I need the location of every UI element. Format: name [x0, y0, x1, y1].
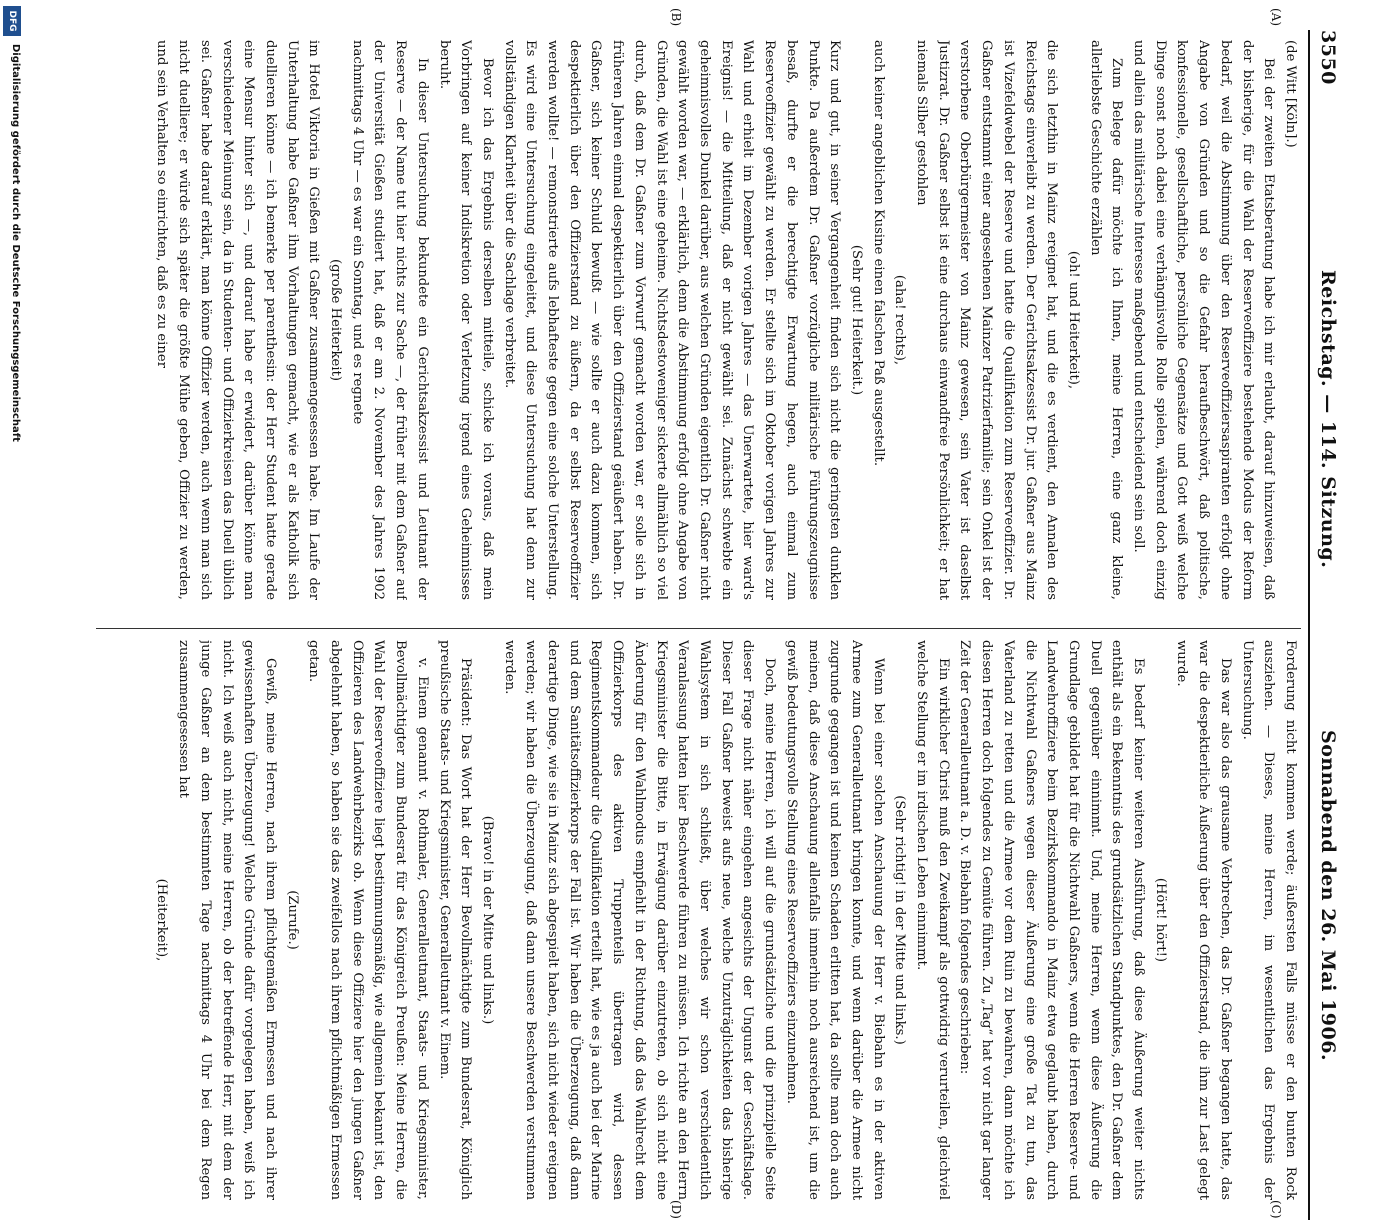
interjection: (Hört! hört!) [1152, 877, 1168, 963]
interjection: (Heiterkeit), [154, 878, 170, 962]
margin-marker-d: (D) [669, 1200, 683, 1219]
header-right-title: Sonnabend den 26. Mai 1906. [1317, 730, 1339, 1062]
right-paragraph: Das war also das grausame Verbrechen, das Dr. Gaßner begangen hatte, das war die despektierliche Äußerung über den Offizierstand, die ihm zur Last gelegt wurde. [1174, 640, 1233, 1200]
left-paragraph: Bevor ich das Ergebnis derselben mitteile, schicke ich voraus, daß mein Vorbringen auf keiner Indiskretion oder Verletzung irgend eines Geheimnisses beruht. [436, 40, 495, 600]
interjection: (Sehr richtig! in der Mitte und links.) [892, 795, 908, 1045]
interjection: (oh! und Heiterkeit), [1065, 250, 1081, 390]
president-statement: Präsident: Das Wort hat der Herr Bevollmächtigte zum Bundesrat, Königlich preußische Staats- und Kriegsminister, Generalleutnant v. Einem. [436, 640, 474, 1200]
left-paragraph: die sich letzthin in Mainz ereignet hat, und die es verdient, den Annalen des Reichstags einverleibt zu werden. Der Gerichtsakzessist Dr. jur. Gaßner aus Mainz ist Vizefeldwebel der Reserve und hatte die Qualifikation zum Reserveoffizier. Dr. Gaßner entstammt einer angesehenen Mainzer Patrizierfamilie; sein Onkel ist der verstorbene Oberbürgermeister von Mainz gewesen, sein Vater ist daselbst Justizrat. Dr. Gaßner selbst ist eine durchaus einwandfreie Persönlichkeit; er hat niemals Silber gestohlen [914, 40, 1060, 600]
column-divider [96, 628, 1301, 629]
header-rule [1308, 30, 1310, 1220]
minister-statement: v. Einem genannt v. Rothmaler, Generalleutnant, Staats- und Kriegsminister, Bevollmächtigter zum Bundesrat für das Königreich Preußen: Meine Herren, die Wahl der Reserveoffiziere liegt bestimmungsmäßig, wie allgemein bekannt ist, den Offizieren des Landwehrbezirks ob. Wenn diese Offiziere hier den jungen Gaßner abgelehnt haben, so haben sie das zweifellos nach ihrem pflichtmäßigen Ermessen getan. [306, 640, 430, 1200]
speaker-continuation: (de Witt [Köln].) [1283, 40, 1298, 148]
left-paragraph: auch keiner angeblichen Kusine einen falschen Paß ausgestellt. [870, 40, 886, 467]
right-paragraph: Es bedarf keiner weiteren Ausführung, daß diese Äußerung weiter nichts enthält als ein Bekenntnis des grundsätzlichen Standpunktes, den Dr. Gaßner dem Duell gegenüber einnimmt. Und, meine Herren, wenn diese Äußerung die Grundlage gebildet hat für die Nichtwahl Gaßners, wenn die Herren Reserve- und Landwehroffiziere beim Bezirkskommando in Mainz etwa geglaubt haben, durch die Nichtwahl Gaßners wegen dieser Äußerung eine große Tat zu tun, das Vaterland zu retten und die Armee vor dem Ruin zu bewahren, dann möchte ich diesen Herren doch folgendes zu Gemüte führen. Zu „Tag“ hat vor nicht gar langer Zeit der Generalleutnant a. D. v. Biebahn folgendes geschrieben: [957, 640, 1147, 1200]
header-left-title: Reichstag. — 114. Sitzung. [1317, 270, 1339, 569]
left-paragraph: Bei der zweiten Etatsberatung habe ich mir erlaubt, darauf hinzuweisen, daß der bisherige, für die Wahl der Reserveoffiziere bestehende Modus der Reform bedarf, weil die Abstimmung über den Reserveoffiziersaspiranten erfolgt ohne Angabe von Gründen und so die Gefahr heraufbeschwört, daß politische, konfessionelle, gesellschaftliche, persönliche Gegensätze und Gott weiß welche Dinge sonst noch dabei eine verhängnisvolle Rolle spielen, während doch einzig und allein das militärische Interesse maßgebend und entscheidend sein soll. [1131, 40, 1277, 600]
left-paragraph: Kurz und gut, in seiner Vergangenheit finden sich nicht die geringsten dunklen Punkte. Da außerdem Dr. Gaßner vorzügliche militärische Führungszeugnisse besaß, durfte er die berechtigte Erwartung hegen, auch einmal zum Reserveoffizier gewählt zu werden. Er stellte sich im Oktober vorigen Jahres zur Wahl und erhielt im Dezember vorigen Jahres — das Unerwartete, hier ward's Ereignis! — die Mitteilung, daß er nicht gewählt sei. Zunächst schwebte ein geheimnisvolles Dunkel darüber, aus welchen Gründen eigentlich Dr. Gaßner nicht gewählt worden war, — erklärlich, denn die Abstimmung erfolgt ohne Angabe von Gründen, die Wahl ist eine geheime. Nichtsdestoweniger sickerte allmählich so viel durch, daß dem Dr. Gaßner zum Vorwurf gemacht worden war, er solle sich in früheren Jahren einmal despektierlich über den Offizierstand geäußert haben. Dr. Gaßner, sich keiner Schuld bewußt — wie sollte er auch dazu kommen, sich despektierlich über den Offizierstand zu äußern, da er selbst Reserveoffizier werden wollte! — remonstrierte aufs lebhafteste gegen eine solche Unterstellung. Es wird eine Untersuchung eingeleitet, und diese Untersuchung hat denn zur vollständigen Klarheit über die Sachlage verbreitet. [501, 40, 843, 600]
interjection: (aha! rechts), [892, 274, 908, 366]
interjection: (Bravo! in der Mitte und links.) [479, 815, 495, 1025]
left-paragraph: In dieser Untersuchung bekundete ein Gerichtsakzessist und Leutnant der Reserve — der Name tut hier nichts zur Sache —, der früher mit dem Gaßner auf der Universität Gießen studiert hat, daß er am 2. November des Jahres 1902 nachmittags 4 Uhr — es war ein Sonntag, und es regnete [349, 40, 430, 600]
right-paragraph: Doch, meine Herren, ich will auf die grundsätzliche und die prinzipielle Seite dieser Frage nicht näher eingehen angesichts der Ungunst der Geschäftslage. Dieser Fall Gaßner beweist aufs neue, welche Unzuträglichkeiten das bisherige Wahlsystem in sich schließt, über welches wir schon verschiedentlich Veranlassung hatten hier Beschwerde führen zu müssen. Ich richte an den Herrn Kriegsminister die Bitte, in Erwägung darüber einzutreten, ob sich nicht eine Änderung für den Wahlmodus empfiehlt in der Richtung, daß das Wahlrecht dem Offizierkorps des aktiven Truppenteils übertragen wird, dessen Regimentskommandeur die Qualifikation erteilt hat, wie es ja auch bei der Marine und dem Sanitätsoffizierkorps der Fall ist. Wir haben die Überzeugung, daß dann derartige Dinge, wie sie in Mainz sich abgespielt haben, sich nicht wieder ereignen werden; wir haben die Überzeugung, daß dann unsere Beschwerden verstummen werden. [501, 640, 778, 1200]
left-paragraph: Zum Belege dafür möchte ich Ihnen, meine Herren, eine ganz kleine, allerliebste Geschichte erzählen [1087, 40, 1125, 600]
margin-marker-a: (A) [1269, 8, 1283, 27]
right-paragraph: Forderung nicht kommen werde; äußersten Falls müsse er den bunten Rock ausziehen. — Dieses, meine Herren, im wesentlichen das Ergebnis der Untersuchung. [1239, 640, 1298, 1200]
right-paragraph: Gewiß, meine Herren, nach ihrem pflichtgemäßen Ermessen und nach ihrer gewissenhaften Überzeugung! Welche Gründe dafür vorgelegen haben, weiß ich nicht. Ich weiß auch nicht, meine Herren, ob der betreffende Herr, mit dem der junge Gaßner an dem bestimmten Tage nachmittags 4 Uhr bei dem Regen zusammengesessen hat [176, 640, 278, 1200]
running-header [1305, 30, 1345, 1210]
header-right [1311, 630, 1345, 1210]
right-column [96, 640, 1301, 1200]
page-number: 3550 [1317, 30, 1339, 85]
right-paragraph: Wenn bei einer solchen Anschauung der Herr v. Biebahn es in der aktiven Armee zum Generalleutnant bringen konnte, und wenn darüber die Armee nicht zugrunde gegangen ist und keinen Schaden erlitten hat, da sollte man doch auch meinen, daß diese Anschauung allenfalls immerhin noch ausreichend ist, um die gewiß bedeutungsvolle Stellung eines Reserveoffiziers einzunehmen. [783, 640, 886, 1200]
margin-marker-b: (B) [669, 8, 683, 27]
digitization-note: Digitalisierung gefördert durch die Deutsche Forschungsgemeinschaft [10, 44, 21, 442]
margin-marker-c: (C) [1269, 1200, 1283, 1219]
interjection: (Zurufe.) [284, 890, 300, 950]
dfg-logo: DFG [3, 6, 21, 36]
left-paragraph: im Hotel Viktoria in Gießen mit Gaßner zusammengesessen habe. Im Laufe der Unterhaltung habe Gaßner ihm Vorhaltungen gemacht, wie er als Katholik sich duellieren könne — ich bemerke per parenthesin: der Herr Student hatte gerade eine Mensur hinter sich —, und darauf habe er erwidert, darüber könne man verschiedener Meinung sein, da in Studenten- und Offizierkreisen das Duell üblich sei. Gaßner habe darauf erklärt, man könne Offizier werden, auch wenn man sich nicht duelliere; er würde sich später die größte Mühe geben, Offizier zu werden, und sein Verhalten so einrichten, daß es zu einer [154, 40, 322, 600]
header-left [1311, 30, 1345, 610]
interjection: (Sehr gut! Heiterkeit.) [848, 244, 864, 396]
interjection: (große Heiterkeit) [328, 258, 344, 382]
quotation: Ein wirklicher Christ muß den Zweikampf als gottwidrig verurteilen, gleichviel welche Stellung er im irdischen Leben einnimmt. [914, 640, 951, 1200]
left-column [96, 40, 1301, 600]
